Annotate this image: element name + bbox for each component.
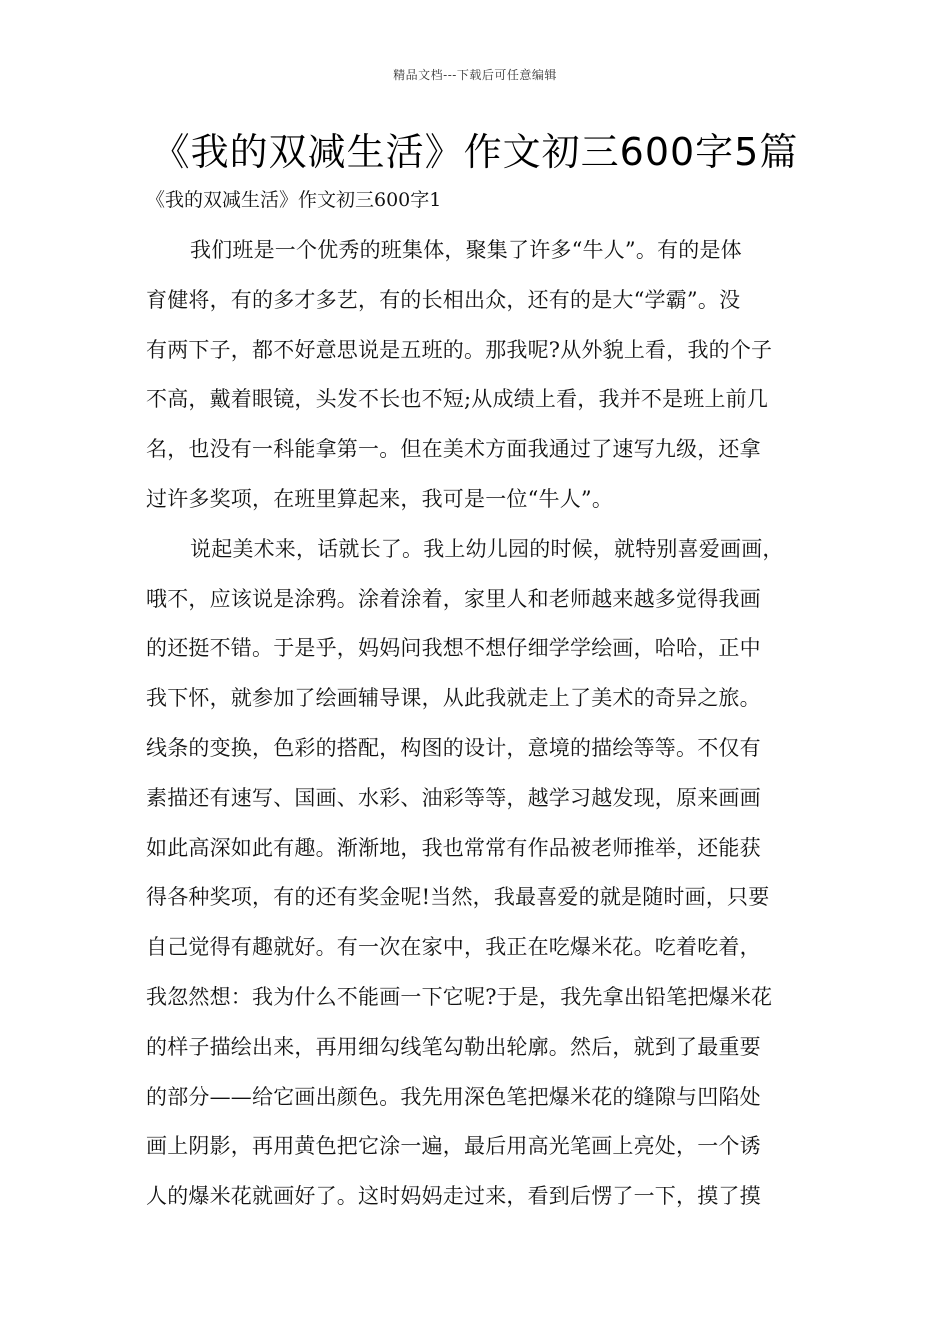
header-note: 精品文档---下载后可任意编辑 [393,68,557,82]
essay-subtitle: 《我的双减生活》作文初三600字1 [146,189,442,211]
text-line: 画上阴影，再用黄色把它涂一遍，最后用高光笔画上亮处，一个诱 [146,1134,761,1159]
text-line: 哦不，应该说是涂鸦。涂着涂着，家里人和老师越来越多觉得我画 [146,586,761,611]
document-title: 《我的双减生活》作文初三600字5篇 [151,130,799,174]
text-line: 的样子描绘出来，再用细勾线笔勾勒出轮廓。然后，就到了最重要 [146,1034,761,1059]
essay-body [146,226,806,1222]
text-line: 过许多奖项，在班里算起来，我可是一位“牛人”。 [146,486,614,511]
text-line: 得各种奖项，有的还有奖金呢!当然，我最喜爱的就是随时画，只要 [146,885,770,910]
text-line: 我们班是一个优秀的班集体，聚集了许多“牛人”。有的是体 [190,238,742,262]
text-line: 的部分——给它画出颜色。我先用深色笔把爆米花的缝隙与凹陷处 [146,1084,761,1109]
text-line: 说起美术来，话就长了。我上幼儿园的时候，就特别喜爱画画， [190,536,784,561]
text-line: 素描还有速写、国画、水彩、油彩等等，越学习越发现，原来画画 [146,785,761,810]
text-line: 人的爆米花就画好了。这时妈妈走过来，看到后愣了一下，摸了摸 [146,1184,761,1209]
text-line: 线条的变换，色彩的搭配，构图的设计，意境的描绘等等。不仅有 [146,735,761,760]
text-line: 名，也没有一科能拿第一。但在美术方面我通过了速写九级，还拿 [146,437,761,462]
text-line: 不高，戴着眼镜，头发不长也不短;从成绩上看，我并不是班上前几 [146,387,769,412]
text-line: 如此高深如此有趣。渐渐地，我也常常有作品被老师推举，还能获 [146,835,761,860]
text-line: 自己觉得有趣就好。有一次在家中，我正在吃爆米花。吃着吃着， [146,935,761,960]
text-line: 我忽然想：我为什么不能画一下它呢?于是，我先拿出铅笔把爆米花 [146,984,773,1009]
text-line: 我下怀，就参加了绘画辅导课，从此我就走上了美术的奇异之旅。 [146,686,761,711]
text-line: 的还挺不错。于是乎，妈妈问我想不想仔细学学绘画，哈哈，正中 [146,636,761,661]
text-line: 育健将，有的多才多艺，有的长相出众，还有的是大“学霸”。没 [146,287,741,312]
text-line: 有两下子，都不好意思说是五班的。那我呢?从外貌上看，我的个子 [146,337,773,362]
